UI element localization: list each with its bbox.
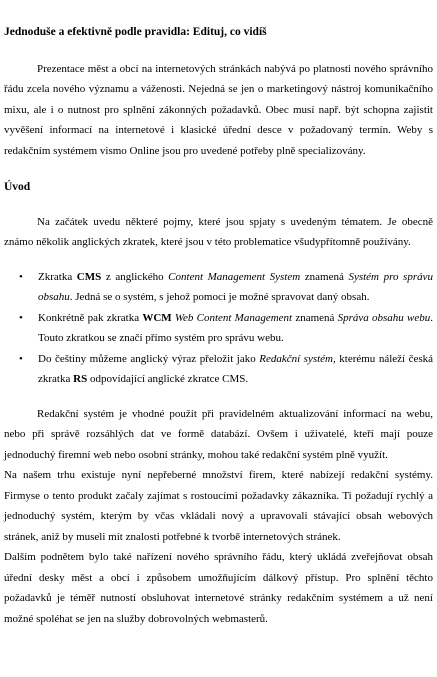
bullet-term: Systém pro správu obsahu bbox=[38, 270, 433, 303]
bullet-term: Web Content Management bbox=[174, 311, 293, 324]
bullet-icon: • bbox=[19, 311, 23, 324]
bullet-abbreviation: WCM bbox=[142, 311, 172, 324]
body-paragraph: Na našem trhu existuje nyní nepřeberné množství firem, které nabízejí redakční systémy. Firmyse o tento produkt začaly zajímat s rostoucími požadavky zákazníka. Ti požadují rychlý a jednoduchý systém, kterým by včas vkládali nový a upravovali stávající obsah webových stránek, aniž by museli mít znalosti potřebné k tvorbě internetových stránek. bbox=[4, 469, 433, 543]
list-item bbox=[19, 349, 434, 390]
bullet-text: znamená bbox=[300, 270, 349, 283]
document-page bbox=[2, 0, 435, 677]
list-item bbox=[19, 267, 433, 308]
bullet-text: , kterému náleží česká zkratka bbox=[38, 352, 434, 385]
bullet-text: Do češtiny můžeme anglický výraz přeložit jako bbox=[38, 352, 260, 365]
bullet-abbreviation: RS bbox=[73, 373, 88, 385]
bullet-term: Content Management System bbox=[168, 270, 301, 283]
intro-paragraph: Prezentace měst a obcí na internetových stránkách nabývá po platnosti nového správního řádu zcela nového významu a váženosti. Nejedná se jen o marketingový nástroj komunikačního mixu, ale i o nutnost pro splnění zákonných požadavků. Obec musí např. být schopna zajistit vyvěšení informací na internetové i klasické úřední desce v požadovaný termín. Weby s redakčním systémem vismo Online jsou pro uvedené potřeby plně specializovány. bbox=[4, 62, 433, 157]
section-intro-paragraph: Na začátek uvedu některé pojmy, které jsou spjaty s uvedeným tématem. Je obecně známo několik anglických zkratek, které jsou v této problematice všudypřítomně používány. bbox=[4, 215, 433, 248]
bullet-text: z anglického bbox=[101, 270, 169, 283]
document-title: Jednoduše a efektivně podle pravidla: Edituj, co vidíš bbox=[4, 26, 267, 38]
bullet-text: odpovídající anglické zkratce CMS. bbox=[87, 373, 249, 385]
bullet-term: Správa obsahu webu bbox=[337, 311, 431, 324]
bullet-icon: • bbox=[19, 270, 23, 283]
list-item bbox=[19, 308, 433, 349]
bullet-icon: • bbox=[19, 352, 23, 365]
bullet-text: znamená bbox=[292, 311, 338, 324]
section-heading: Úvod bbox=[4, 181, 31, 193]
bullet-text: Konkrétně pak zkratka bbox=[38, 311, 143, 324]
bullet-term: Redakční systém bbox=[259, 352, 334, 365]
bullet-text: . Touto zkratkou se značí přímo systém pro správu webu. bbox=[38, 311, 433, 344]
body-paragraph: Dalším podnětem bylo také nařízení nového správního řádu, který ukládá zveřejňovat obsah úřední desky měst a obcí i způsobem umožňujícím dálkový přístup. Pro splnění těchto požadavků je téměř nutností obsluhovat internetové stránky redakčním systémem a už není možné spoléhat se jen na služby dobrovolných webmasterů. bbox=[4, 551, 433, 625]
bullet-text: . Jedná se o systém, s jehož pomocí je možné spravovat daný obsah. bbox=[69, 291, 370, 303]
bullet-abbreviation: CMS bbox=[76, 270, 102, 283]
body-paragraph: Redakční systém je vhodné použít při pravidelném aktualizování informací na webu, nebo při správě rozsáhlých dat ve formě databází. Ovšem i uživatelé, kteří mají pouze jednoduchý firemní web nebo osobní stránky, mohou také redakční systém plně využít. bbox=[4, 407, 433, 461]
definition-list bbox=[4, 267, 433, 390]
bullet-text: Zkratka bbox=[38, 270, 77, 283]
